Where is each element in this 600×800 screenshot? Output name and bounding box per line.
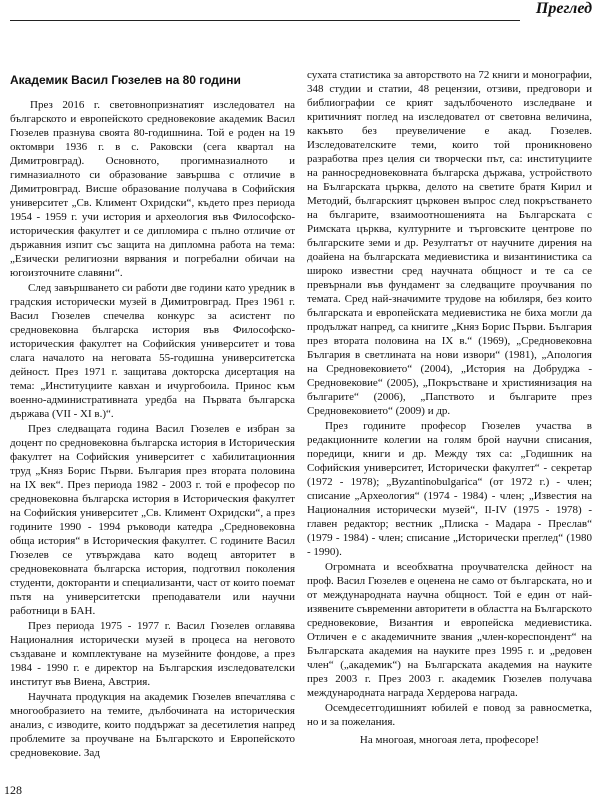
paragraph: През 2016 г. световнопризнатият изследовател на българското и европейското средновековие академик Васил Гюзелев празнува своята 80-годишнина. Той е роден на 19 октомври 1936 г. в с. Раковски (сега квартал на Димитровград). Основното, прогимназиалното и гимназиалното си образование завършва с отличие в Димитровград. Висше образование получава в Софийския университет „Св. Климент Охридски“, където през периода 1954 - 1959 г. учи история и археология във Философско-историческия факултет и се дипломира с пълно отличие от държавния изпит със защита на дипломна работа на тема: „Езически религиозни вярвания и погребални обичаи на югоизточните славяни“. [10, 99, 295, 279]
right-column [307, 68, 592, 748]
article-title: Академик Васил Гюзелев на 80 години [10, 73, 241, 87]
closing-wish: На многоая, многоая лета, професоре! [359, 734, 540, 746]
paragraph: През годините професор Гюзелев участва в редакционните колегии на голям брой научни списания, поредици, книги и др. Между тях са: „Годишник на Софийския университет, Исторически факултет“ - секретар (1972 - 1978); „Byzantinobulgarica“ (от 1972 г.) - член; списание „Археология“ (1974 - 1984) - член; „Известия на Националния исторически музей“, II-IV (1975 - 1978) - главен редактор; вестник „Плиска - Мадара - Преслав“ (1979 - 1984) - член; списание „Исторически преглед“ (1980 - 1990). [307, 420, 592, 558]
paragraph: сухата статистика за авторството на 72 книги и монографии, 348 студии и статии, 48 рецензии, отзиви, предговори и библиографии се крият задълбоченото изследване и критичният поглед на изследовател от световна величина, какъвто без преувеличение е акад. Гюзелев. Изследователските теми, които той проникновено разработва през целия си творчески път, са: институциите на ранносредновековната българска държава, устройството на Българската църква, делото на светите братя Кирил и Методий, българският църковен въпрос след покръстването на българите, взаимоотношенията на Българската с Римската църква, културните и търговските центрове по българските земи и др. Резултатът от научните дирения на доайена на българската медиевистика и византинистика са широко известни сред научната общност и те са се превърнали във фундамент за следващите проучвания по темата. Сред най-значимите трудове на юбиляря, без които българската и европейската медиевистика не биха могли да продължат напред, са книгите „Княз Борис Първи. България през втората половина на IX в.“ (1969), „Средновековна България в светлината на нови извори“ (1981), „Апология на Средновековието“ (2004), „История на Добруджа - Средновековие“ (2005), „Покръстване и християнизация на българите“ (2006), „Папството и българите през Средновековието“ (2009) и др. [307, 69, 592, 417]
section-label: Преглед [535, 0, 592, 17]
paragraph: След завършването си работи две години като уредник в градския исторически музей в Димитровград. През 1961 г. Васил Гюзелев спечелва конкурс за асистент по средновековна българска история във Философско-историческия факултет на Софийския университет и това слага началото на неговата 55-годишна университетска дейност. През 1971 г. защитава докторска дисертация на тема: „Институциите кавхан и ичургобоила. Принос към военно-административната уредба на Първата българска държава (VII - XI в.)“. [10, 282, 295, 420]
page-header [0, 0, 600, 28]
page-number: 128 [4, 783, 22, 797]
paragraph: Научната продукция на академик Гюзелев впечатлява с многообразието на темите, дълбочината на историческия анализ, с изводите, които поддържат за десетилетия напред проблемите за проучване на Българското и Европейското средновековие. Зад [10, 691, 295, 759]
paragraph: Осемдесетгодишният юбилей е повод за равносметка, но и за пожелания. [307, 702, 592, 728]
left-column [10, 98, 295, 761]
paragraph: Огромната и всеобхватна проучвателска дейност на проф. Васил Гюзелев е оценена не само от българската, но и от международната научна общност. Той е един от най-изявените съвременни авторитети в областта на Българското средновековие, Византия и европейска медиевистика. Отличен е с академичните звания „член-кореспондент“ на Българската академия на науките през 1995 г. и „редовен член“ („академик“) на Българската академия на науките през 2003 г. През 2003 г. академик Гюзелев получава международната награда Хердерова награда. [307, 561, 592, 699]
header-rule [10, 20, 520, 21]
paragraph: През следващата година Васил Гюзелев е избран за доцент по средновековна българска история в Историческия факултет на Софийския университет с хабилитационния труд „Княз Борис Първи. България през втората половина на IX век“. През периода 1982 - 2003 г. той е професор по средновековна българска история в Историческия факултет на Софийския университет „Св. Климент Охридски“, а през годините 1990 - 1994 ръководи катедра „Средновековна обща история“ в Историческия факултет. С годините Васил Гюзелев се утвърждава като водещ авторитет в средновековната българска история, подготвил поколения студенти, докторанти и специализанти, част от които поемат пътя на университетски преподаватели или научни работници в БАН. [10, 423, 295, 617]
paragraph: През периода 1975 - 1977 г. Васил Гюзелев оглавява Националния исторически музей в процеса на неговото създаване и комплектуване на музейните фондове, а през 1984 - 1990 г. е директор на Българския изследователски институт във Виена, Австрия. [10, 620, 295, 688]
